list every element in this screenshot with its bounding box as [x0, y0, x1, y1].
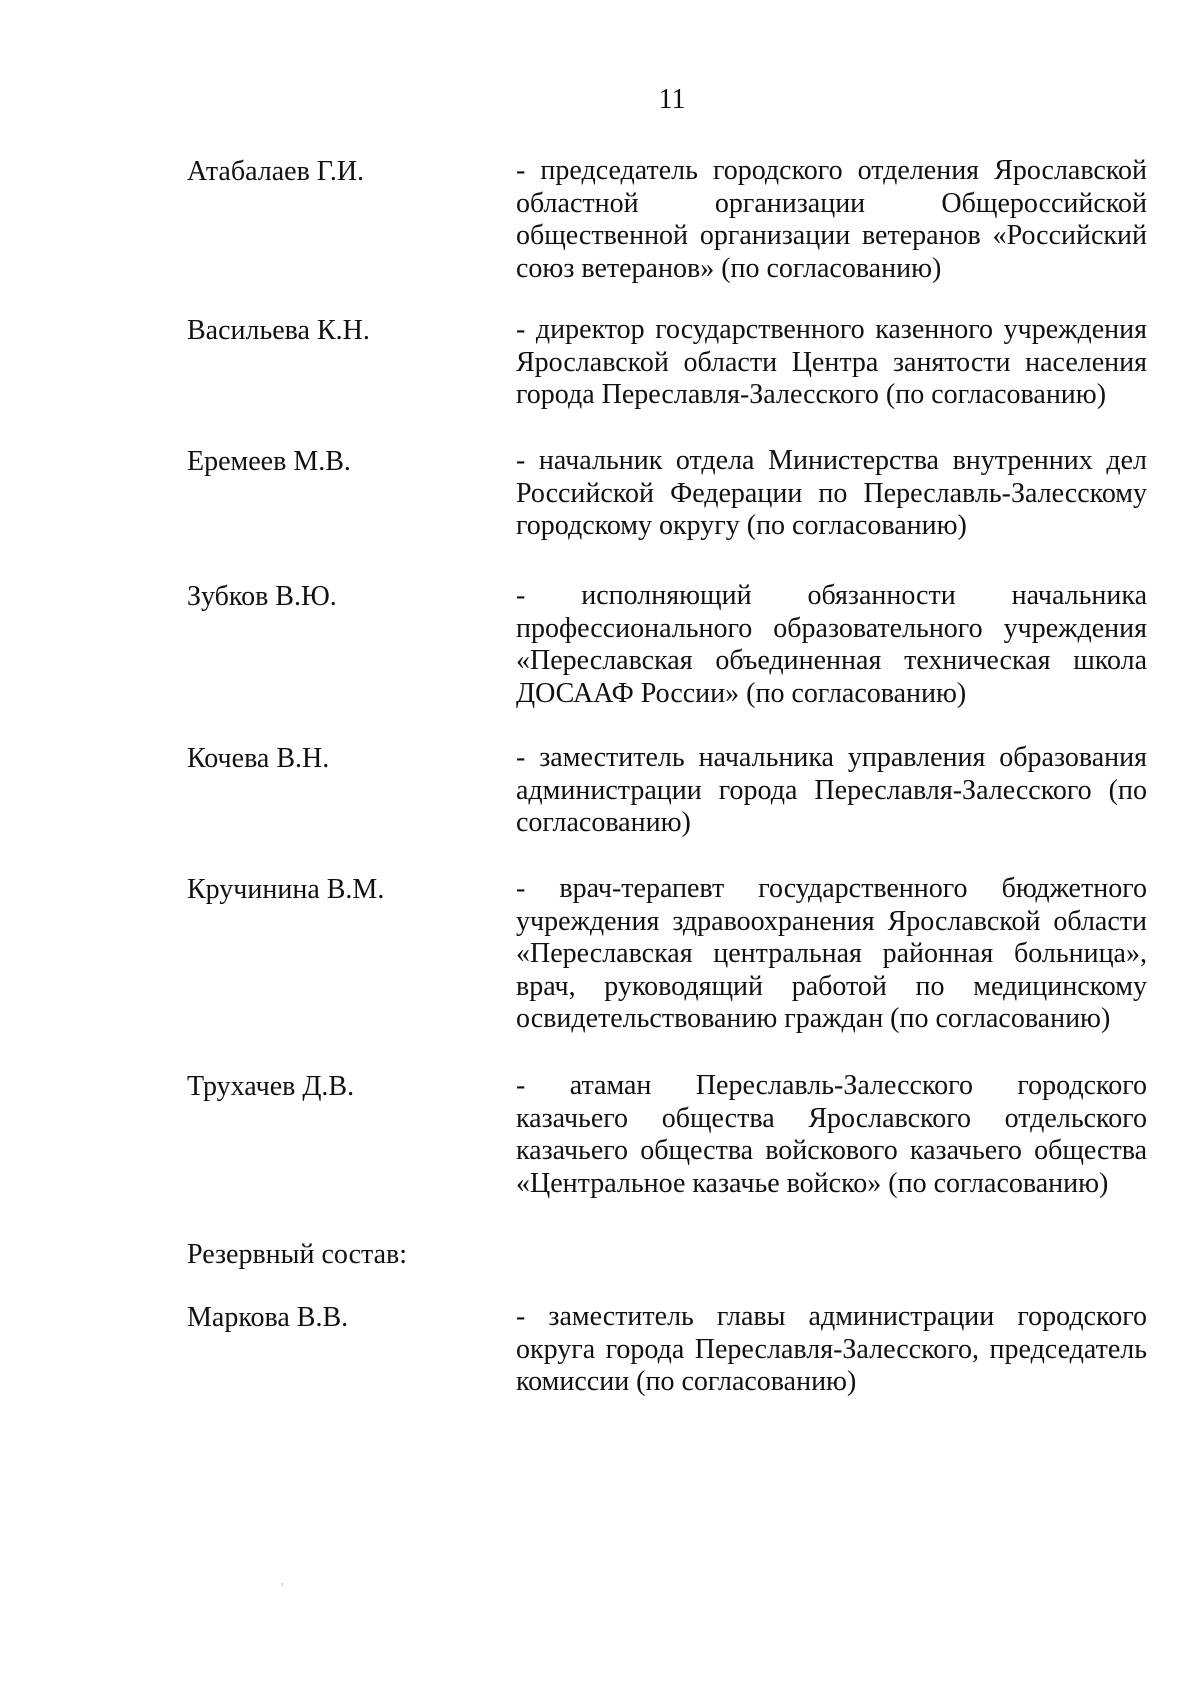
member-description: - начальник отдела Министерства внутренних дел Российской Федерации по Переславль-Залесскому городскому округу (по согласованию) — [516, 445, 1147, 541]
member-name: Маркова В.В. — [187, 1302, 349, 1333]
member-name: Кручинина В.М. — [187, 874, 385, 905]
member-description: - заместитель главы администрации городского округа города Переславля-Залесского, председатель комиссии (по согласованию) — [516, 1301, 1147, 1397]
member-description: - директор государственного казенного учреждения Ярославской области Центра занятости населения города Переславля-Залесского (по согласованию) — [516, 314, 1147, 410]
member-description: - председатель городского отделения Ярославской областной организации Общероссийской общественной организации ветеранов «Российский союз ветеранов» (по согласованию) — [516, 155, 1147, 284]
member-description: - атаман Переславль-Залесского городского казачьего общества Ярославского отдельского казачьего общества войскового казачьего общества «Центральное казачье войско» (по согласованию) — [516, 1070, 1147, 1199]
member-description: - заместитель начальника управления образования администрации города Переславля-Залесского (по согласованию) — [516, 742, 1147, 838]
page-number: 11 — [658, 84, 686, 115]
member-name: Атабалаев Г.И. — [187, 156, 365, 187]
member-name: Зубков В.Ю. — [187, 581, 337, 612]
member-description: - исполняющий обязанности начальника профессионального образовательного учреждения «Переславская объединенная техническая школа ДОСААФ России» (по согласованию) — [516, 580, 1147, 709]
member-name: Васильева К.Н. — [187, 315, 370, 346]
member-description: - врач-терапевт государственного бюджетного учреждения здравоохранения Ярославской области «Переславская центральная районная больница», врач, руководящий работой по медицинскому освидетельствованию граждан (по согласованию) — [516, 873, 1147, 1034]
member-name: Кочева В.Н. — [187, 743, 330, 774]
member-name: Еремеев М.В. — [187, 446, 351, 477]
member-name: Трухачев Д.В. — [187, 1071, 355, 1102]
scan-artifact-mark: ʿ — [280, 1582, 285, 1597]
reserve-heading: Резервный состав: — [187, 1239, 408, 1270]
